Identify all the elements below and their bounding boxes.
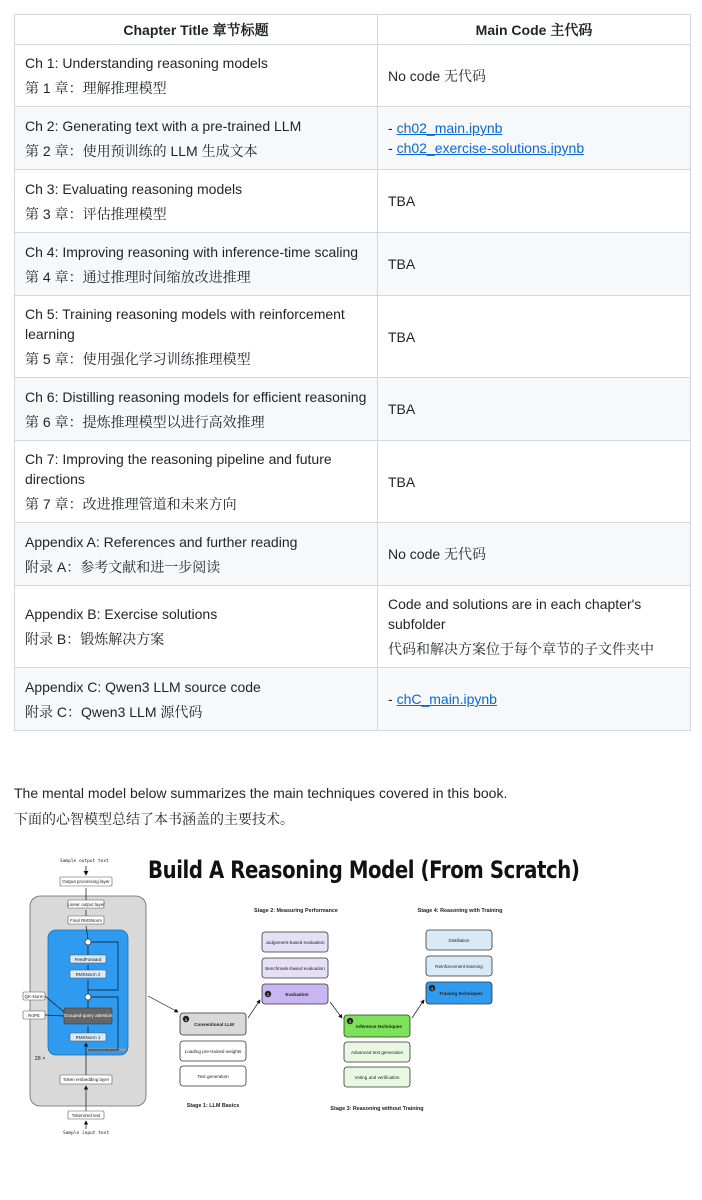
chapter-title-en: Ch 1: Understanding reasoning models — [25, 55, 268, 71]
stage1-box-1: Loading pre-trained weights — [184, 1049, 242, 1054]
chapter-title-zh: 第 7 章：改进推理管道和未来方向 — [25, 496, 237, 512]
chapter-title-zh: 附录 C：Qwen3 LLM 源代码 — [25, 703, 203, 720]
chapter-title-cell — [15, 441, 378, 523]
chapter-title-cell — [15, 586, 378, 668]
main-code-text: No code 无代码 — [388, 546, 487, 562]
main-code-cell — [378, 586, 691, 668]
code-link-prefix: - — [388, 140, 397, 156]
chapter-title-en: Ch 3: Evaluating reasoning models — [25, 180, 243, 197]
main-code-cell — [378, 170, 691, 233]
arch-qk-norm: QK-Norm — [24, 994, 44, 999]
chapter-title-cell — [15, 668, 378, 731]
step-2-number: 2 — [266, 992, 270, 997]
arch-rope: RoPE — [28, 1013, 40, 1018]
arch-rmsnorm-2: RMSNorm 2 — [75, 972, 101, 977]
stage3-label: Stage 3: Reasoning without Training — [330, 1106, 424, 1112]
arch-sample-output: Sample output text — [60, 859, 109, 864]
header-chapter-title: Chapter Title 章节标题 — [15, 15, 378, 45]
chapters-table-container — [14, 14, 690, 731]
arch-watermark: Sebastian Raschka — [86, 1047, 126, 1052]
table-row — [15, 296, 691, 378]
stage4-box-0: Distillation — [448, 938, 470, 943]
code-link-line — [388, 118, 680, 138]
chapter-title-cell — [15, 233, 378, 296]
intro-zh: 下面的心智模型总结了本书涵盖的主要技术。 — [14, 811, 294, 827]
main-code-text: TBA — [388, 256, 416, 272]
mental-model-figure — [20, 850, 580, 1140]
chapter-title-zh: 第 4 章：通过推理时间缩放改进推理 — [25, 268, 251, 285]
stage2-box-1: Benchmark-based evaluation — [265, 966, 325, 971]
intro-en: The mental model below summarizes the main techniques covered in this book. — [14, 785, 508, 801]
chapter-title-zh: 第 5 章：使用强化学习训练推理模型 — [25, 351, 251, 367]
arch-output-layer: Output processing layer — [62, 879, 110, 884]
main-code-cell — [378, 668, 691, 731]
chapter-title-en: Appendix B: Exercise solutions — [25, 606, 218, 622]
main-code-cell — [378, 296, 691, 378]
chapter-title-zh: 第 2 章：使用预训练的 LLM 生成文本 — [25, 142, 258, 159]
main-code-text: TBA — [388, 401, 416, 417]
stage1-box-0: Conventional LLM — [194, 1022, 234, 1027]
table-row — [15, 586, 691, 668]
notebook-link[interactable]: chC_main.ipynb — [396, 691, 497, 707]
chapters-table — [14, 14, 691, 731]
code-link-prefix: - — [388, 691, 397, 707]
code-link-line — [388, 689, 680, 709]
arch-final-norm: Final RMSNorm — [69, 918, 103, 923]
chapter-title-en: Ch 2: Generating text with a pre-trained LLM — [25, 117, 302, 134]
chapter-title-en: Ch 4: Improving reasoning with inference-time scaling — [25, 243, 359, 260]
arch-attention: Grouped-query attention — [63, 1013, 113, 1018]
chapter-title-cell — [15, 378, 378, 441]
arch-repeat: 28 × — [34, 1056, 46, 1062]
table-row — [15, 523, 691, 586]
main-code-cell — [378, 378, 691, 441]
table-row — [15, 668, 691, 731]
stage2-label: Stage 2: Measuring Performance — [254, 908, 338, 914]
main-code-text: TBA — [388, 473, 416, 490]
arch-linear-output: Linear output layer — [67, 902, 105, 907]
chapter-title-zh: 第 6 章：提炼推理模型以进行高效推理 — [25, 413, 265, 430]
table-row — [15, 170, 691, 233]
chapter-title-cell — [15, 45, 378, 107]
chapter-title-zh: 第 3 章：评估推理模型 — [25, 205, 167, 222]
stage4-label: Stage 4: Reasoning with Training — [417, 908, 503, 914]
figure-title: Build A Reasoning Model (From Scratch) — [148, 856, 580, 884]
arch-sample-input: Sample input text — [62, 1131, 110, 1136]
main-code-cell — [378, 441, 691, 523]
arch-rmsnorm-1: RMSNorm 1 — [75, 1035, 101, 1040]
main-code-text: TBA — [388, 328, 416, 345]
chapter-title-en: Ch 7: Improving the reasoning pipeline and future directions — [25, 451, 332, 487]
table-row — [15, 107, 691, 170]
chapter-title-en: Ch 5: Training reasoning models with reinforcement learning — [25, 306, 345, 342]
step-4-number: 4 — [430, 986, 434, 991]
stage1-box-2: Text generation — [197, 1074, 229, 1079]
code-link-line — [388, 138, 680, 158]
stage4-box-1: Reinforcement learning — [435, 964, 483, 969]
chapter-title-en: Ch 6: Distilling reasoning models for efficient reasoning — [25, 388, 367, 405]
stage3-box-0: Inference techniques — [356, 1024, 402, 1029]
chapter-title-zh: 第 1 章：理解推理模型 — [25, 80, 167, 96]
chapter-title-cell — [15, 296, 378, 378]
step-1-number: 1 — [184, 1017, 188, 1022]
arch-feed-forward: FeedForward — [74, 957, 102, 962]
chapter-title-zh: 附录 B：锻炼解决方案 — [25, 631, 165, 647]
arch-tokenized: Tokenized text — [71, 1113, 101, 1118]
main-code-cell — [378, 523, 691, 586]
chapter-title-en: Appendix C: Qwen3 LLM source code — [25, 678, 261, 695]
main-code-text: 代码和解决方案位于每个章节的子文件夹中 — [388, 641, 654, 657]
table-header-row — [15, 15, 691, 45]
main-code-cell — [378, 233, 691, 296]
figure-diagram — [20, 850, 560, 1140]
chapter-title-cell — [15, 107, 378, 170]
notebook-link[interactable]: ch02_exercise-solutions.ipynb — [396, 140, 585, 156]
table-row — [15, 45, 691, 107]
table-row — [15, 233, 691, 296]
main-code-cell — [378, 107, 691, 170]
code-link-prefix: - — [388, 120, 397, 136]
table-body — [15, 45, 691, 731]
stage4-box-2: Training techniques — [439, 991, 483, 996]
header-main-code: Main Code 主代码 — [378, 15, 691, 45]
stage3-box-2: Voting and verification — [354, 1075, 400, 1080]
main-code-cell — [378, 45, 691, 107]
chapter-title-zh: 附录 A：参考文献和进一步阅读 — [25, 558, 221, 575]
stage1-label: Stage 1: LLM Basics — [186, 1103, 240, 1109]
stage3-box-1: Advanced text generation — [350, 1050, 404, 1055]
main-code-text: TBA — [388, 193, 416, 209]
stage2-box-0: Judgement-based evaluation — [265, 940, 325, 945]
intro-text — [14, 783, 507, 835]
step-3-number: 3 — [348, 1019, 352, 1024]
chapter-title-en: Appendix A: References and further reading — [25, 533, 298, 550]
stage2-box-2: Evaluation — [285, 992, 309, 997]
table-row — [15, 378, 691, 441]
table-row — [15, 441, 691, 523]
chapter-title-cell — [15, 523, 378, 586]
notebook-link[interactable]: ch02_main.ipynb — [396, 120, 503, 136]
main-code-text: No code 无代码 — [388, 67, 487, 84]
arch-embedding: Token embedding layer — [62, 1077, 110, 1082]
chapter-title-cell — [15, 170, 378, 233]
main-code-text: Code and solutions are in each chapter's subfolder — [388, 596, 642, 632]
